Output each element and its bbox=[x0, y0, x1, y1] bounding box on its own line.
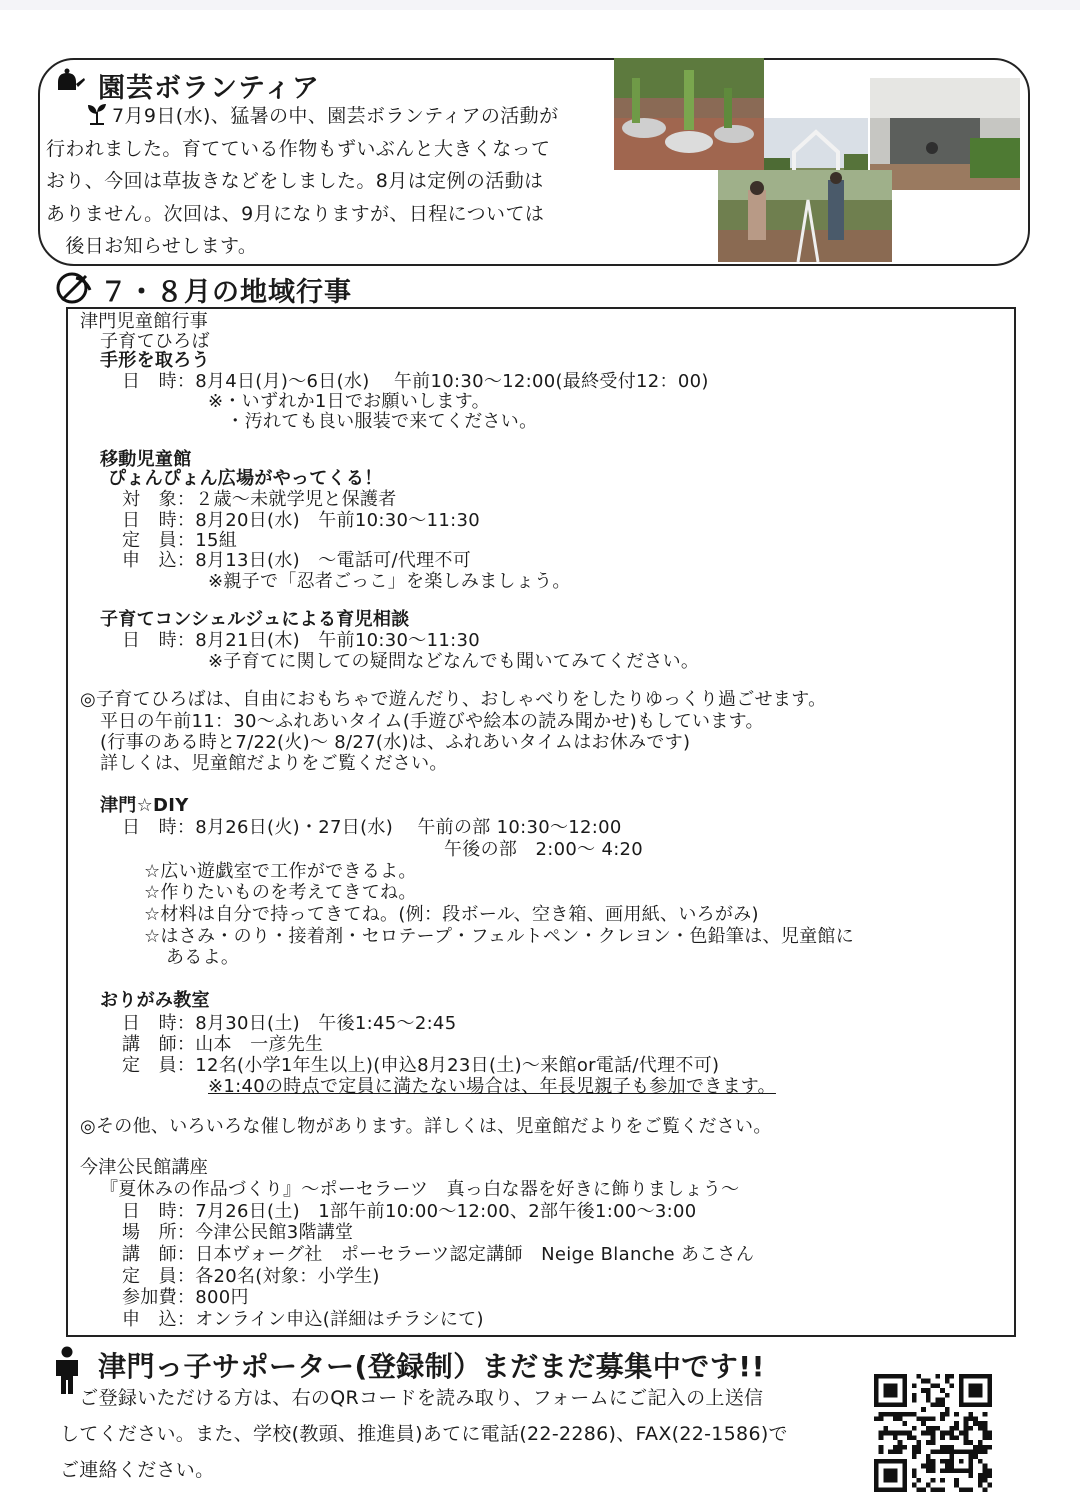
top-bar bbox=[0, 0, 1080, 10]
watering-can-icon bbox=[52, 66, 86, 100]
event-line: あるよ。 bbox=[166, 947, 240, 968]
event-line: 申 込：8月13日(水) ～電話可/代理不可 bbox=[122, 550, 472, 571]
supporter-description bbox=[60, 1380, 860, 1488]
event-line: 手形を取ろう bbox=[100, 350, 210, 371]
event-line: 対 象：２歳～未就学児と保護者 bbox=[122, 489, 397, 510]
event-line: 講 師：日本ヴォーグ社 ポーセラーツ認定講師 Neige Blanche あこさん bbox=[122, 1244, 755, 1265]
event-line: ぴょんぴょん広場がやってくる！ bbox=[108, 468, 383, 489]
garden-photo-building bbox=[870, 78, 1020, 190]
qr-code-icon[interactable] bbox=[872, 1374, 994, 1492]
event-line: 場 所：今津公民館3階講堂 bbox=[122, 1222, 354, 1243]
event-line: 定 員：12名(小学1年生以上)(申込8月23日(土)～来館or電話/代理不可) bbox=[122, 1055, 720, 1076]
event-line: ・汚れても良い服装で来てください。 bbox=[208, 411, 538, 432]
event-line: 子育てコンシェルジュによる育児相談 bbox=[100, 609, 410, 630]
event-line: 日 時：8月30日(土) 午後1:45～2:45 bbox=[122, 1013, 457, 1034]
event-line: 今津公民館講座 bbox=[80, 1157, 209, 1178]
event-line: 定 員：各20名(対象：小学生) bbox=[122, 1266, 380, 1287]
event-line: 子育てひろば bbox=[100, 331, 210, 352]
garden-line: 7月9日(水)、猛暑の中、園芸ボランティアの活動が bbox=[46, 100, 614, 133]
supporter-title: 津門っ子サポーター(登録制）まだまだ募集中です!! bbox=[98, 1350, 765, 1383]
garden-photo-planters bbox=[614, 58, 764, 170]
event-line: 日 時：8月4日(月)～6日(水) 午前10:30～12:00(最終受付12：00) bbox=[122, 371, 709, 392]
event-line: 詳しくは、児童館だよりをご覧ください。 bbox=[100, 753, 448, 774]
event-line: ※親子で「忍者ごっこ」を楽しみましょう。 bbox=[208, 571, 571, 592]
supporter-line: ご連絡ください。 bbox=[60, 1459, 215, 1481]
event-line: ※・いずれか1日でお願いします。 bbox=[208, 391, 490, 412]
garden-line: 行われました。育てている作物もずいぶんと大きくなって bbox=[46, 137, 551, 160]
event-line: ◎子育てひろばは、自由におもちゃで遊んだり、おしゃべりをしたりゆっくり過ごせます。 bbox=[80, 689, 827, 710]
garden-description bbox=[46, 100, 614, 263]
event-line: 津門児童館行事 bbox=[80, 311, 209, 332]
supporter-line: してください。また、学校(教頭、推進員)あてに電話(22-2286)、FAX(22-1586)で bbox=[60, 1423, 788, 1445]
event-line: 日 時：8月26日(火)・27日(水) 午前の部 10:30～12:00 bbox=[122, 817, 622, 838]
supporter-line: ご登録いただける方は、右のQRコードを読み取り、フォームにご記入の上送信 bbox=[60, 1387, 764, 1409]
garden-line: ありません。次回は、9月になりますが、日程については bbox=[46, 202, 545, 225]
event-line: ☆材料は自分で持ってきてね。(例：段ボール、空き箱、画用紙、いろがみ) bbox=[144, 904, 759, 925]
garden-title: 園芸ボランティア bbox=[98, 73, 320, 104]
event-line: 定 員：15組 bbox=[122, 530, 238, 551]
sprout-icon bbox=[86, 103, 108, 125]
garden-photo-volunteers bbox=[718, 170, 892, 262]
event-line: 移動児童館 bbox=[100, 449, 192, 470]
event-line: ☆はさみ・のり・接着剤・セロテープ・フェルトペン・クレヨン・色鉛筆は、児童館に bbox=[144, 926, 855, 947]
event-line: ※1:40の時点で定員に満たない場合は、年長児親子も参加できます。 bbox=[208, 1076, 776, 1097]
event-line: ☆作りたいものを考えてきてね。 bbox=[144, 882, 417, 903]
event-line: (行事のある時と7/22(火)～ 8/27(水)は、ふれあいタイムはお休みです) bbox=[100, 732, 691, 753]
event-line: ※子育てに関しての疑問などなんでも聞いてみてください。 bbox=[208, 651, 700, 672]
event-line: 日 時：7月26日(土) 1部午前10:00～12:00、2部午後1:00～3:00 bbox=[122, 1201, 697, 1222]
garden-line: 後日お知らせします。 bbox=[46, 235, 258, 257]
garden-line: おり、今回は草抜きなどをしました。8月は定例の活動は bbox=[46, 170, 544, 192]
event-line: 午後の部 2:00～ 4:20 bbox=[444, 839, 644, 860]
event-line: 平日の午前11：30～ふれあいタイム(手遊びや絵本の読み聞かせ)もしています。 bbox=[100, 711, 764, 732]
event-line: 『夏休みの作品づくり』～ポーセラーツ 真っ白な器を好きに飾りましょう～ bbox=[100, 1179, 740, 1200]
event-line: 申 込：オンライン申込(詳細はチラシにて) bbox=[122, 1309, 484, 1330]
event-line: ◎その他、いろいろな催し物があります。詳しくは、児童館だよりをご覧ください。 bbox=[80, 1116, 772, 1137]
event-line: 津門☆DIY bbox=[100, 795, 189, 816]
event-line: 参加費：800円 bbox=[122, 1287, 249, 1308]
no-entry-umbrella-icon bbox=[54, 270, 94, 306]
event-line: 講 師：山本 一彦先生 bbox=[122, 1034, 324, 1055]
event-line: 日 時：8月20日(水) 午前10:30～11:30 bbox=[122, 510, 480, 531]
events-title: ７・８月の地域行事 bbox=[100, 277, 352, 308]
event-line: ☆広い遊戯室で工作ができるよ。 bbox=[144, 861, 417, 882]
event-line: おりがみ教室 bbox=[100, 990, 210, 1011]
event-line: 日 時：8月21日(木) 午前10:30～11:30 bbox=[122, 630, 480, 651]
